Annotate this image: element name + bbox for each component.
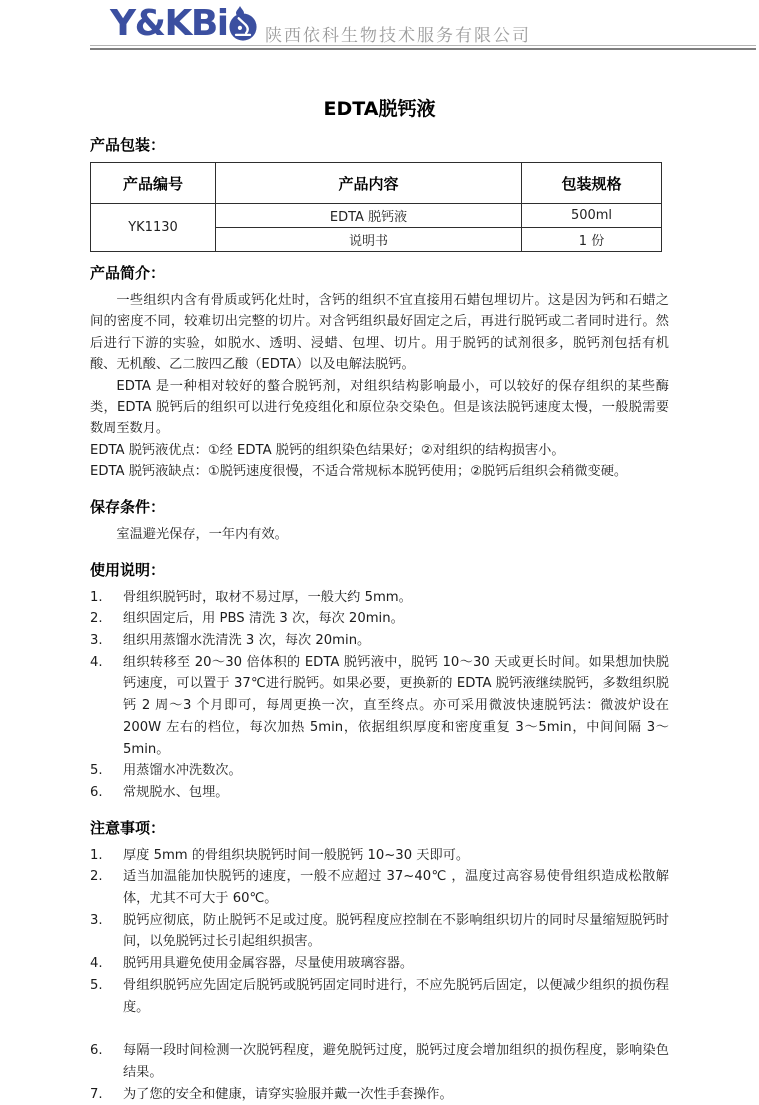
list-item bbox=[90, 782, 669, 804]
product-content-cell: EDTA 脱钙液 bbox=[216, 204, 522, 228]
list-item-number: 6. bbox=[90, 784, 103, 800]
list-item-number: 6. bbox=[90, 1043, 103, 1059]
table-header-row bbox=[91, 163, 662, 204]
list-item bbox=[90, 1040, 669, 1083]
notes-list bbox=[90, 845, 669, 1105]
page-header bbox=[0, 0, 759, 50]
section-heading-notes: 注意事项： bbox=[90, 818, 166, 837]
product-content-cell: 说明书 bbox=[216, 228, 522, 252]
table-header-package-spec: 包装规格 bbox=[522, 163, 662, 204]
document-content bbox=[90, 134, 669, 1105]
list-item bbox=[90, 1084, 669, 1105]
list-item-text: 厚度 5mm 的骨组织块脱钙时间一般脱钙 10~30 天即可。 bbox=[123, 847, 470, 863]
list-item-text: 骨组织脱钙时，取材不易过厚，一般大约 5mm。 bbox=[123, 589, 412, 605]
list-item-number: 1. bbox=[90, 589, 103, 605]
company-name: 陕西依科生物技术服务有限公司 bbox=[265, 26, 531, 46]
intro-paragraph: EDTA 是一种相对较好的螯合脱钙剂，对组织结构影响最小，可以较好的保存组织的某些酶类，EDTA 脱钙后的组织可以进行免疫组化和原位杂交染色。但是该法脱钙速度太慢，一般脱需要数周至数月。 bbox=[90, 378, 669, 437]
list-item-text: 用蒸馏水冲洗数次。 bbox=[123, 763, 242, 779]
list-item bbox=[90, 587, 669, 609]
list-item bbox=[90, 953, 669, 975]
list-item-number: 1. bbox=[90, 847, 103, 863]
intro-pros-line: EDTA 脱钙液优点：①经 EDTA 脱钙的组织染色结果好；②对组织的结构损害小。 bbox=[90, 442, 565, 458]
list-item bbox=[90, 845, 669, 867]
list-item bbox=[90, 652, 669, 761]
product-code-cell: YK1130 bbox=[91, 204, 216, 252]
list-item-text: 组织用蒸馏水洗清洗 3 次，每次 20min。 bbox=[123, 633, 371, 649]
section-heading-intro: 产品简介： bbox=[90, 264, 166, 282]
list-item-number: 2. bbox=[90, 869, 103, 885]
list-item bbox=[90, 866, 669, 909]
droplet-icon bbox=[236, 2, 244, 13]
storage-text: 室温避光保存，一年内有效。 bbox=[116, 527, 288, 543]
list-item-text: 组织转移至 20～30 倍体积的 EDTA 脱钙液中，脱钙 10～30 天或更长时间。如果想加快脱钙速度，可以置于 37℃进行脱钙。如果必要，更换新的 EDTA 脱钙液继续脱钙，多数组织脱钙 2 周～3 个月即可，每周更换一次，直至终点。亦可采用微波快速脱钙法：微波炉设在 200W 左右的档位，每次加热 5min，依据组织厚度和密度重复 3～5min，中间间隔 3～5min。 bbox=[123, 654, 669, 757]
table-row bbox=[91, 204, 662, 228]
list-item-text: 常规脱水、包埋。 bbox=[123, 784, 229, 800]
list-item-number: 7. bbox=[90, 1086, 103, 1102]
list-item-number: 3. bbox=[90, 633, 103, 649]
list-item-number: 3. bbox=[90, 912, 103, 928]
list-item-text: 组织固定后，用 PBS 清洗 3 次，每次 20min。 bbox=[123, 611, 404, 627]
list-item-text: 脱钙用具避免使用金属容器，尽量使用玻璃容器。 bbox=[123, 956, 414, 972]
list-item bbox=[90, 760, 669, 782]
list-item bbox=[90, 630, 669, 652]
list-item-text: 每隔一段时间检测一次脱钙程度，避免脱钙过度，脱钙过度会增加组织的损伤程度，影响染色结果。 bbox=[123, 1043, 669, 1080]
logo bbox=[110, 3, 257, 43]
list-item-text: 脱钙应彻底，防止脱钙不足或过度。脱钙程度应控制在不影响组织切片的同时尽量缩短脱钙时间，以免脱钙过长引起组织损害。 bbox=[123, 912, 669, 950]
table-header-product-content: 产品内容 bbox=[216, 163, 522, 204]
list-item-text: 适当加温能加快脱钙的速度，一般不应超过 37~40℃ ，温度过高容易使骨组织造成松散解体，尤其不可大于 60℃。 bbox=[123, 869, 669, 907]
list-item-text: 为了您的安全和健康，请穿实验服并戴一次性手套操作。 bbox=[123, 1086, 453, 1102]
usage-list bbox=[90, 587, 669, 804]
list-item bbox=[90, 910, 669, 953]
intro-cons-line: EDTA 脱钙液缺点：①脱钙速度很慢，不适合常规标本脱钙使用；②脱钙后组织会稍微变硬。 bbox=[90, 464, 628, 480]
list-item-number: 5. bbox=[90, 977, 103, 993]
list-item-number: 5. bbox=[90, 763, 103, 779]
section-heading-storage: 保存条件： bbox=[90, 498, 166, 517]
table-header-product-code: 产品编号 bbox=[91, 163, 216, 204]
package-spec-cell: 1 份 bbox=[522, 228, 662, 252]
list-item-number: 2. bbox=[90, 611, 103, 627]
intro-paragraph: 一些组织内含有骨质或钙化灶时，含钙的组织不宜直接用石蜡包埋切片。这是因为钙和石蜡之间的密度不同，较难切出完整的切片。对含钙组织最好固定之后，再进行脱钙或二者同时进行。然后进行下游的实验，如脱水、透明、浸蜡、包埋、切片。用于脱钙的试剂很多，脱钙剂包括有机酸、无机酸、乙二胺四乙酸（EDTA）以及电解法脱钙。 bbox=[90, 293, 669, 373]
page-title: EDTA脱钙液 bbox=[323, 98, 436, 120]
list-item-number: 4. bbox=[90, 956, 103, 972]
package-spec-cell: 500ml bbox=[522, 204, 662, 228]
list-item-number: 4. bbox=[90, 654, 103, 670]
logo-text: Y&KBi bbox=[110, 3, 228, 44]
section-heading-usage: 使用说明： bbox=[90, 560, 166, 579]
list-item bbox=[90, 975, 669, 1018]
packaging-table bbox=[90, 162, 662, 252]
list-item-text: 骨组织脱钙应先固定后脱钙或脱钙固定同时进行，不应先脱钙后固定，以便减少组织的损伤程度。 bbox=[123, 977, 669, 1015]
microscope-icon bbox=[229, 13, 257, 41]
header-divider bbox=[90, 45, 756, 50]
list-item bbox=[90, 608, 669, 630]
section-heading-packaging: 产品包装： bbox=[90, 136, 166, 154]
